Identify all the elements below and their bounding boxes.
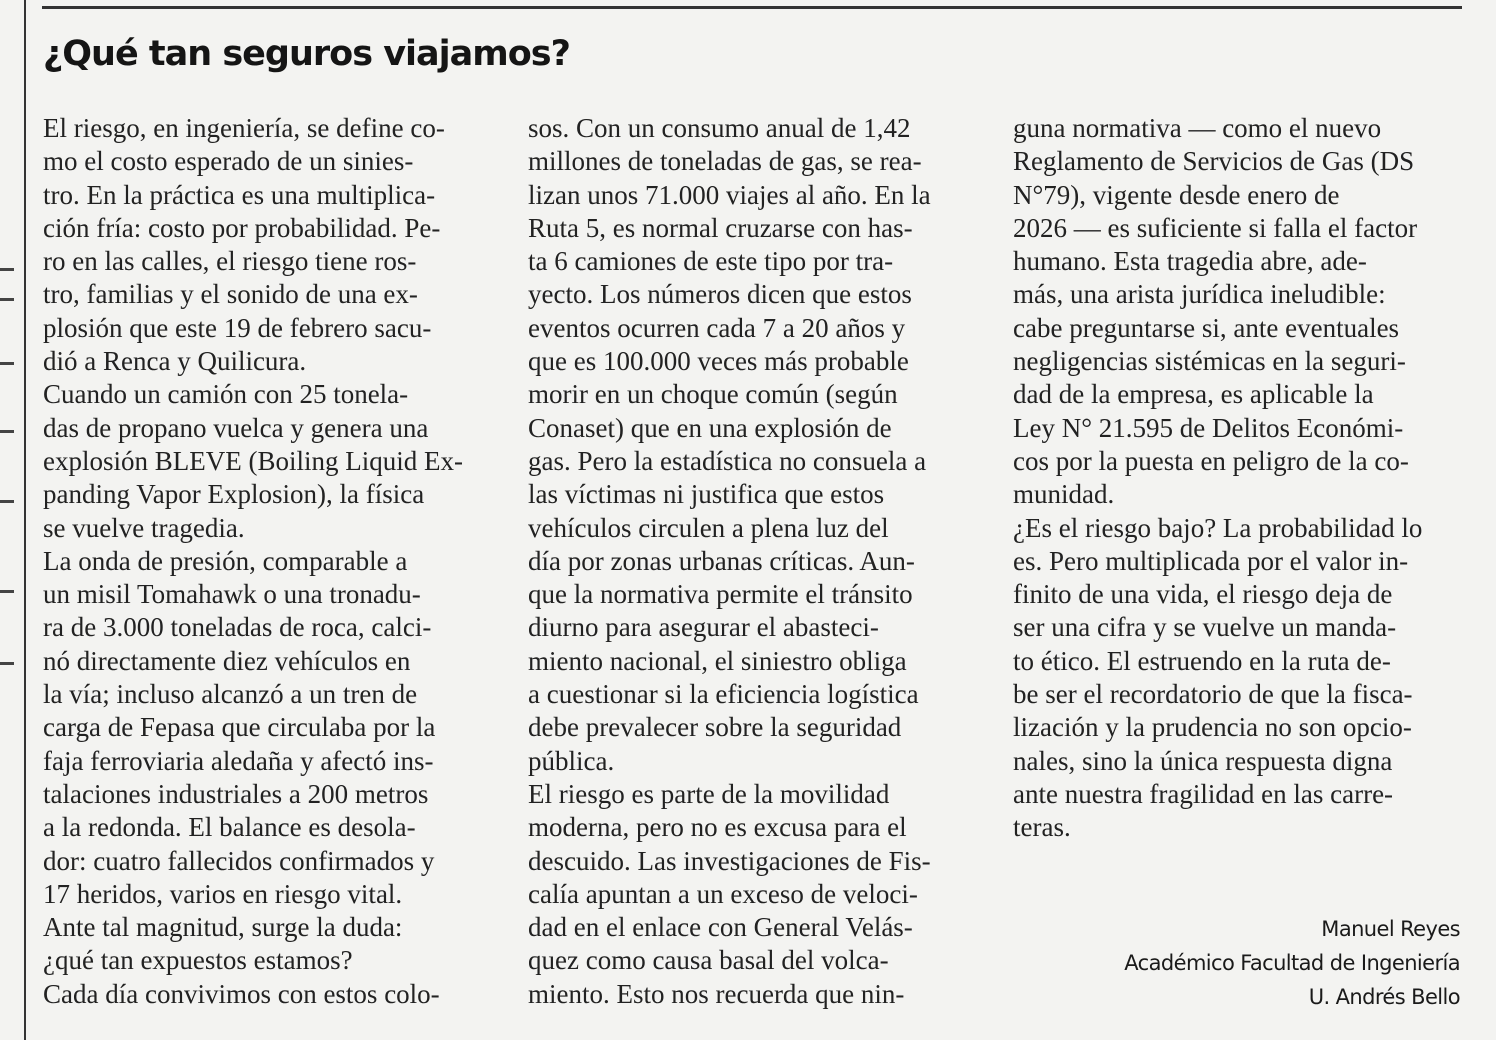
article-line: 17 heridos, varios en riesgo vital. bbox=[43, 878, 403, 909]
margin-tick bbox=[0, 500, 14, 503]
article-line: ción fría: costo por probabilidad. Pe- bbox=[43, 212, 441, 243]
article-line: nales, sino la única respuesta digna bbox=[1013, 745, 1393, 776]
article-line: es. Pero multiplicada por el valor in- bbox=[1013, 545, 1409, 576]
article-line: ra de 3.000 toneladas de roca, calci- bbox=[43, 612, 432, 643]
author-role: Académico Facultad de Ingeniería bbox=[1124, 951, 1460, 975]
article-line: N°79), vigente desde enero de bbox=[1013, 179, 1340, 210]
article-line: pública. bbox=[528, 745, 615, 776]
article-line: carga de Fepasa que circulaba por la bbox=[43, 712, 436, 743]
article-line: tro. En la práctica es una multiplica- bbox=[43, 179, 436, 210]
article-line: faja ferroviaria aledaña y afectó ins- bbox=[43, 745, 434, 776]
article-line: ¿Es el riesgo bajo? La probabilidad lo bbox=[1013, 512, 1423, 543]
article-line: yecto. Los números dicen que estos bbox=[528, 279, 912, 310]
article-line: calía apuntan a un exceso de veloci- bbox=[528, 878, 918, 909]
article-line: descuido. Las investigaciones de Fis- bbox=[528, 845, 931, 876]
article-line: lizan unos 71.000 viajes al año. En la bbox=[528, 179, 931, 210]
article-column-1 bbox=[43, 112, 463, 1011]
margin-tick bbox=[0, 362, 14, 365]
article-line: cos por la puesta en peligro de la co- bbox=[1013, 445, 1409, 476]
left-margin-rule bbox=[24, 0, 26, 1040]
article-line: lización y la prudencia no son opcio- bbox=[1013, 712, 1412, 743]
article-line: explosión BLEVE (Boiling Liquid Ex- bbox=[43, 445, 463, 476]
article-line: ¿qué tan expuestos estamos? bbox=[43, 945, 353, 976]
margin-tick bbox=[0, 590, 14, 593]
article-line: munidad. bbox=[1013, 479, 1115, 510]
article-line: Cada día convivimos con estos colo- bbox=[43, 978, 440, 1009]
article-line: ta 6 camiones de este tipo por tra- bbox=[528, 246, 894, 277]
article-line: más, una arista jurídica ineludible: bbox=[1013, 279, 1386, 310]
article-line: Cuando un camión con 25 tonela- bbox=[43, 379, 409, 410]
article-line: cabe preguntarse si, ante eventuales bbox=[1013, 312, 1400, 343]
article-line: miento nacional, el siniestro obliga bbox=[528, 645, 907, 676]
margin-tick bbox=[0, 298, 14, 301]
article-line: a la redonda. El balance es desola- bbox=[43, 812, 416, 843]
article-line: Ante tal magnitud, surge la duda: bbox=[43, 912, 403, 943]
article-line: Conaset) que en una explosión de bbox=[528, 412, 892, 443]
article-line: vehículos circulen a plena luz del bbox=[528, 512, 889, 543]
article-line: negligencias sistémicas en la seguri- bbox=[1013, 346, 1406, 377]
author-name: Manuel Reyes bbox=[1321, 917, 1460, 941]
article-line: sos. Con un consumo anual de 1,42 bbox=[528, 113, 911, 143]
article-line: que la normativa permite el tránsito bbox=[528, 579, 913, 610]
article-line: dad en el enlace con General Velás- bbox=[528, 912, 913, 943]
article-line: teras. bbox=[1013, 812, 1071, 843]
article-line: finito de una vida, el riesgo deja de bbox=[1013, 579, 1393, 610]
margin-tick bbox=[0, 268, 14, 271]
article-line: ro en las calles, el riesgo tiene ros- bbox=[43, 246, 417, 277]
article-line: El riesgo es parte de la movilidad bbox=[528, 778, 890, 809]
article-line: eventos ocurren cada 7 a 20 años y bbox=[528, 312, 906, 343]
article-line: diurno para asegurar el abasteci- bbox=[528, 612, 879, 643]
author-institution: U. Andrés Bello bbox=[1308, 985, 1460, 1009]
article-line: El riesgo, en ingeniería, se define co- bbox=[43, 113, 445, 143]
article-line: panding Vapor Explosion), la física bbox=[43, 479, 425, 510]
article-line: se vuelve tragedia. bbox=[43, 512, 245, 543]
article-line: gas. Pero la estadística no consuela a bbox=[528, 445, 927, 476]
article-line: quez como causa basal del volca- bbox=[528, 945, 889, 976]
article-line: día por zonas urbanas críticas. Aun- bbox=[528, 545, 915, 576]
article-line: las víctimas ni justifica que estos bbox=[528, 479, 885, 510]
article-line: que es 100.000 veces más probable bbox=[528, 346, 909, 377]
article-line: morir en un choque común (según bbox=[528, 379, 898, 410]
article-line: plosión que este 19 de febrero sacu- bbox=[43, 312, 432, 343]
article-line: moderna, pero no es excusa para el bbox=[528, 812, 907, 843]
article-line: talaciones industriales a 200 metros bbox=[43, 778, 429, 809]
article-line: dor: cuatro fallecidos confirmados y bbox=[43, 845, 435, 876]
article-line: nó directamente diez vehículos en bbox=[43, 645, 411, 676]
article-line: ser una cifra y se vuelve un manda- bbox=[1013, 612, 1397, 643]
margin-tick bbox=[0, 430, 14, 433]
article-line: Ley N° 21.595 de Delitos Económi- bbox=[1013, 412, 1404, 443]
article-line: a cuestionar si la eficiencia logística bbox=[528, 679, 919, 710]
article-line: la vía; incluso alcanzó a un tren de bbox=[43, 679, 418, 710]
article-line: 2026 — es suficiente si falla el factor bbox=[1013, 212, 1418, 243]
article-column-3 bbox=[1013, 112, 1422, 845]
article-line: debe prevalecer sobre la seguridad bbox=[528, 712, 902, 743]
article-column-2 bbox=[528, 112, 931, 1011]
article-line: ante nuestra fragilidad en las carre- bbox=[1013, 778, 1394, 809]
author-signature bbox=[1124, 912, 1460, 1014]
article-line: La onda de presión, comparable a bbox=[43, 545, 408, 576]
article-line: to ético. El estruendo en la ruta de- bbox=[1013, 645, 1391, 676]
article-line: miento. Esto nos recuerda que nin- bbox=[528, 978, 905, 1009]
article-line: be ser el recordatorio de que la fisca- bbox=[1013, 679, 1413, 710]
article-line: humano. Esta tragedia abre, ade- bbox=[1013, 246, 1367, 277]
article-line: das de propano vuelca y genera una bbox=[43, 412, 429, 443]
margin-tick bbox=[0, 662, 14, 665]
article-title: ¿Qué tan seguros viajamos? bbox=[43, 34, 570, 74]
article-line: Ruta 5, es normal cruzarse con has- bbox=[528, 212, 913, 243]
top-rule bbox=[42, 6, 1462, 9]
article-line: dad de la empresa, es aplicable la bbox=[1013, 379, 1374, 410]
article-line: dió a Renca y Quilicura. bbox=[43, 346, 307, 377]
article-line: mo el costo esperado de un sinies- bbox=[43, 146, 414, 177]
article-line: tro, familias y el sonido de una ex- bbox=[43, 279, 418, 310]
article-line: Reglamento de Servicios de Gas (DS bbox=[1013, 146, 1415, 177]
article-line: un misil Tomahawk o una tronadu- bbox=[43, 579, 421, 610]
article-line: millones de toneladas de gas, se rea- bbox=[528, 146, 922, 177]
article-line: guna normativa — como el nuevo bbox=[1013, 113, 1382, 143]
